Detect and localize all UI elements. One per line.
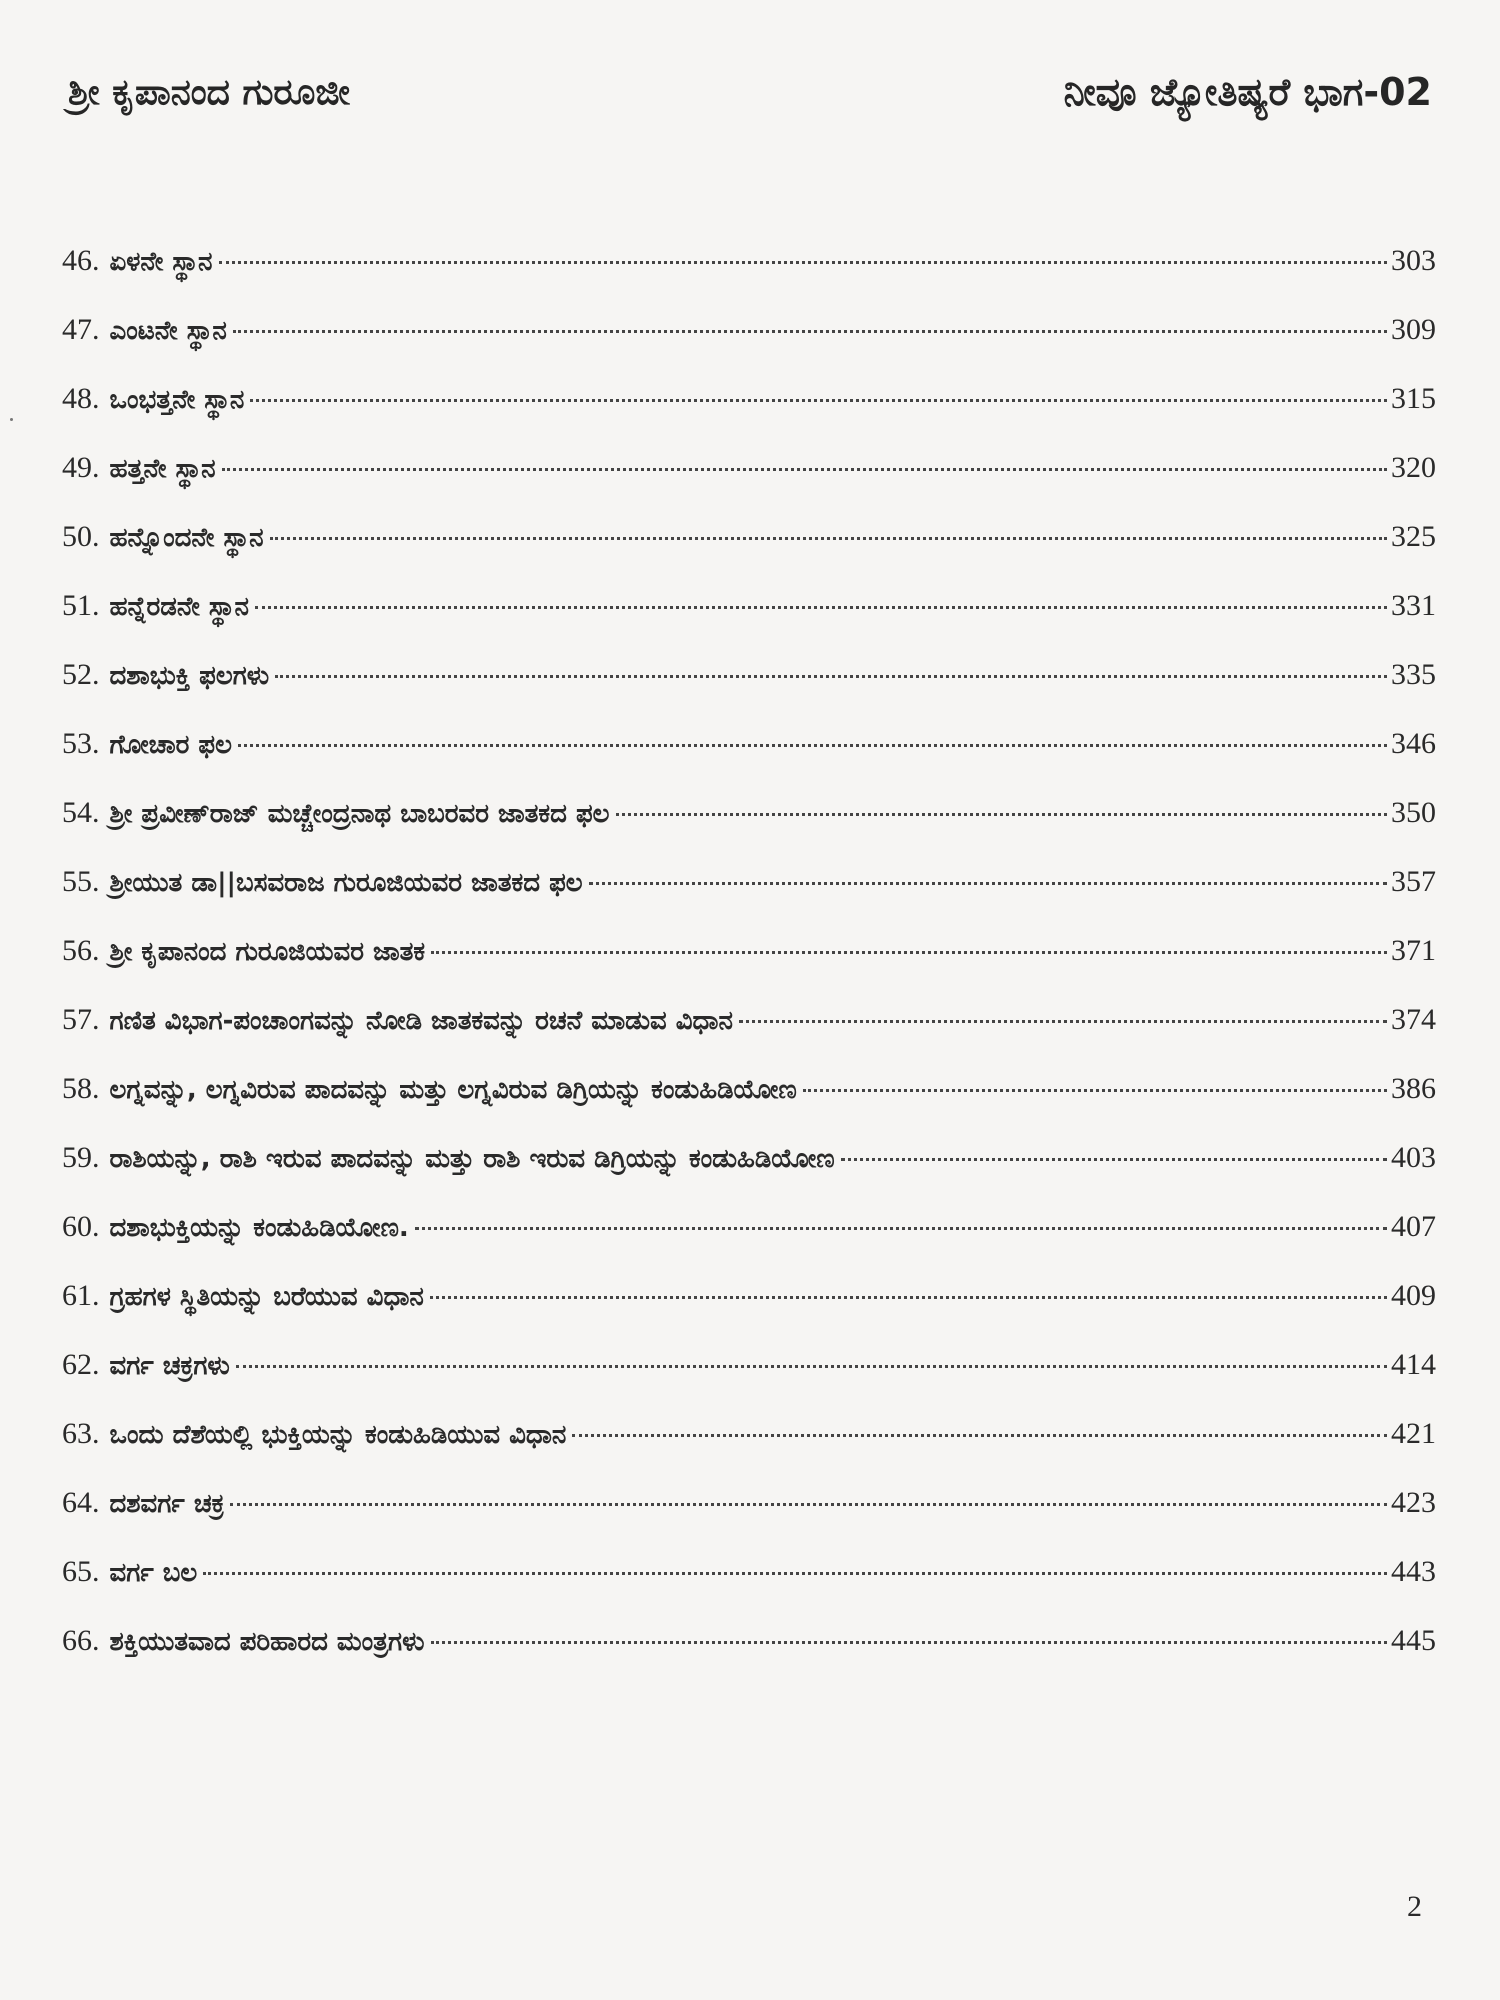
toc-entry-number: 57. [62, 1003, 100, 1036]
toc-dot-leader [430, 1296, 1387, 1299]
toc-entry [62, 658, 1436, 727]
toc-entry [62, 382, 1436, 451]
toc-entry-page: 445 [1391, 1624, 1436, 1657]
toc-dot-leader [616, 813, 1388, 816]
toc-entry [62, 1486, 1436, 1555]
toc-entry-page: 357 [1391, 865, 1436, 898]
toc-entry-title: ಶ್ರೀಯುತ ಡಾ||ಬಸವರಾಜ ಗುರೂಜಿಯವರ ಜಾತಕದ ಫಲ [109, 868, 583, 898]
toc-entry [62, 589, 1436, 658]
toc-entry-title: ಗೋಚಾರ ಫಲ [109, 730, 232, 760]
toc-dot-leader [431, 1641, 1388, 1644]
toc-entry-number: 62. [62, 1348, 100, 1381]
toc-entry-number: 54. [62, 796, 100, 829]
toc-entry [62, 865, 1436, 934]
toc-entry-page: 443 [1391, 1555, 1436, 1588]
toc-entry-title: ಹನ್ನೊಂದನೇ ಸ್ಥಾನ [109, 523, 264, 553]
toc-entry-title: ಹತ್ತನೇ ಸ್ಥಾನ [109, 454, 216, 484]
toc-entry [62, 313, 1436, 382]
scan-speck [10, 418, 13, 421]
toc-entry [62, 1003, 1436, 1072]
toc-entry-number: 52. [62, 658, 100, 691]
toc-entry [62, 934, 1436, 1003]
toc-dot-leader [230, 1503, 1387, 1506]
toc-entry [62, 520, 1436, 589]
toc-entry [62, 451, 1436, 520]
toc-entry-title: ಶ್ರೀ ಪ್ರವೀಣ್‌ರಾಜ್ ಮಚ್ಚೇಂದ್ರನಾಥ ಬಾಬರವರ ಜಾತಕದ ಫಲ [109, 799, 610, 829]
toc-entry-title: ಶ್ರೀ ಕೃಪಾನಂದ ಗುರೂಜಿಯವರ ಜಾತಕ [109, 937, 426, 967]
toc-entry-number: 60. [62, 1210, 100, 1243]
toc-entry-page: 303 [1391, 244, 1436, 277]
toc-entry-page: 315 [1391, 382, 1436, 415]
toc-dot-leader [233, 330, 1387, 333]
toc-entry-number: 65. [62, 1555, 100, 1588]
toc-dot-leader [803, 1089, 1387, 1092]
toc-entry [62, 1348, 1436, 1417]
toc-entry-number: 53. [62, 727, 100, 760]
header-book-title: ನೀವೂ ಜ್ಯೋತಿಷ್ಯರೆ ಭಾಗ-02 [1063, 70, 1432, 114]
toc-entry-title: ಶಕ್ತಿಯುತವಾದ ಪರಿಹಾರದ ಮಂತ್ರಗಳು [109, 1627, 425, 1657]
toc-entry [62, 1279, 1436, 1348]
toc-entry-number: 50. [62, 520, 100, 553]
page-number: 2 [1407, 1890, 1422, 1923]
toc-entry-title: ವರ್ಗ ಬಲ [109, 1558, 198, 1588]
toc-entry [62, 1141, 1436, 1210]
toc-entry-page: 350 [1391, 796, 1436, 829]
toc-dot-leader [222, 468, 1387, 471]
toc-entry-title: ದಶಾಭುಕ್ತಿಯನ್ನು ಕಂಡುಹಿಡಿಯೋಣ. [109, 1213, 409, 1243]
table-of-contents [62, 244, 1436, 1693]
toc-dot-leader [203, 1572, 1387, 1575]
toc-entry-page: 386 [1391, 1072, 1436, 1105]
toc-entry-page: 320 [1391, 451, 1436, 484]
toc-entry-title: ರಾಶಿಯನ್ನು, ರಾಶಿ ಇರುವ ಪಾದವನ್ನು ಮತ್ತು ರಾಶಿ ಇರುವ ಡಿಗ್ರಿಯನ್ನು ಕಂಡುಹಿಡಿಯೋಣ [109, 1144, 835, 1174]
toc-entry [62, 727, 1436, 796]
toc-entry-title: ವರ್ಗ ಚಕ್ರಗಳು [109, 1351, 230, 1381]
toc-entry-title: ಲಗ್ನವನ್ನು, ಲಗ್ನವಿರುವ ಪಾದವನ್ನು ಮತ್ತು ಲಗ್ನವಿರುವ ಡಿಗ್ರಿಯನ್ನು ಕಂಡುಹಿಡಿಯೋಣ [109, 1075, 797, 1105]
toc-entry-number: 46. [62, 244, 100, 277]
toc-entry-title: ಏಳನೇ ಸ್ಥಾನ [109, 247, 213, 277]
toc-entry [62, 1072, 1436, 1141]
toc-entry-title: ಒಂದು ದೆಶೆಯಲ್ಲಿ ಭುಕ್ತಿಯನ್ನು ಕಂಡುಹಿಡಿಯುವ ವಿಧಾನ [109, 1420, 567, 1450]
toc-entry [62, 1210, 1436, 1279]
toc-entry-number: 51. [62, 589, 100, 622]
toc-entry-page: 371 [1391, 934, 1436, 967]
toc-entry-number: 55. [62, 865, 100, 898]
toc-entry-page: 374 [1391, 1003, 1436, 1036]
toc-entry-page: 407 [1391, 1210, 1436, 1243]
toc-entry-number: 58. [62, 1072, 100, 1105]
toc-entry-page: 403 [1391, 1141, 1436, 1174]
toc-entry [62, 796, 1436, 865]
toc-entry-page: 331 [1391, 589, 1436, 622]
toc-entry-page: 309 [1391, 313, 1436, 346]
toc-entry [62, 1555, 1436, 1624]
toc-dot-leader [739, 1020, 1387, 1023]
toc-entry-number: 49. [62, 451, 100, 484]
toc-dot-leader [270, 537, 1387, 540]
toc-entry-number: 64. [62, 1486, 100, 1519]
toc-entry-number: 63. [62, 1417, 100, 1450]
toc-dot-leader [275, 675, 1387, 678]
toc-entry-title: ದಶಾಭುಕ್ತಿ ಫಲಗಳು [109, 661, 270, 691]
toc-dot-leader [238, 744, 1387, 747]
toc-entry-title: ಎಂಟನೇ ಸ್ಥಾನ [109, 316, 227, 346]
toc-dot-leader [572, 1434, 1387, 1437]
toc-entry-title: ದಶವರ್ಗ ಚಕ್ರ [109, 1489, 225, 1519]
toc-entry-page: 335 [1391, 658, 1436, 691]
toc-entry-number: 59. [62, 1141, 100, 1174]
toc-dot-leader [841, 1158, 1387, 1161]
toc-entry-page: 325 [1391, 520, 1436, 553]
toc-dot-leader [589, 882, 1387, 885]
toc-entry-number: 66. [62, 1624, 100, 1657]
toc-entry-page: 346 [1391, 727, 1436, 760]
toc-entry [62, 244, 1436, 313]
toc-dot-leader [255, 606, 1387, 609]
header-author: ಶ್ರೀ ಕೃಪಾನಂದ ಗುರೂಜೀ [68, 72, 350, 113]
toc-entry [62, 1624, 1436, 1693]
toc-entry-number: 61. [62, 1279, 100, 1312]
toc-entry-page: 409 [1391, 1279, 1436, 1312]
toc-dot-leader [415, 1227, 1387, 1230]
toc-entry-title: ಗಣಿತ ವಿಭಾಗ-ಪಂಚಾಂಗವನ್ನು ನೋಡಿ ಜಾತಕವನ್ನು ರಚನೆ ಮಾಡುವ ವಿಧಾನ [109, 1006, 733, 1036]
toc-dot-leader [219, 261, 1388, 264]
toc-entry-number: 48. [62, 382, 100, 415]
toc-entry-page: 414 [1391, 1348, 1436, 1381]
toc-entry-number: 47. [62, 313, 100, 346]
toc-entry-title: ಒಂಭತ್ತನೇ ಸ್ಥಾನ [109, 385, 245, 415]
toc-dot-leader [236, 1365, 1387, 1368]
toc-entry-title: ಹನ್ನೆರಡನೇ ಸ್ಥಾನ [109, 592, 249, 622]
toc-entry-title: ಗ್ರಹಗಳ ಸ್ಥಿತಿಯನ್ನು ಬರೆಯುವ ವಿಧಾನ [109, 1282, 424, 1312]
toc-entry-page: 423 [1391, 1486, 1436, 1519]
toc-dot-leader [431, 951, 1387, 954]
toc-dot-leader [250, 399, 1387, 402]
toc-entry-number: 56. [62, 934, 100, 967]
toc-entry-page: 421 [1391, 1417, 1436, 1450]
toc-entry [62, 1417, 1436, 1486]
